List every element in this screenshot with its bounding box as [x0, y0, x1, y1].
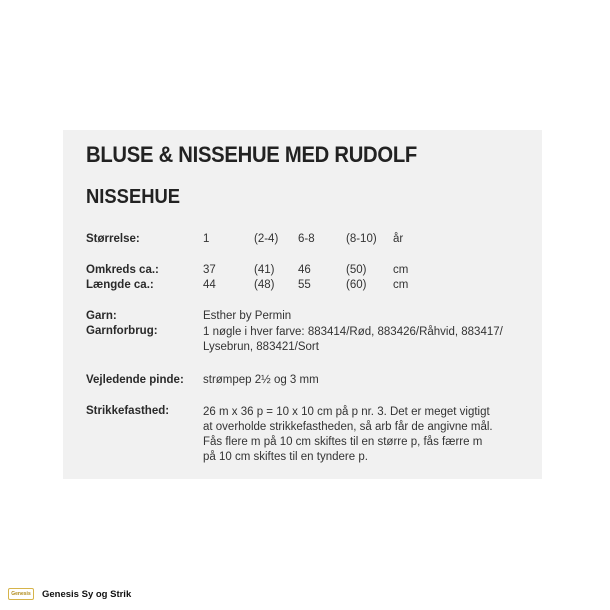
needles-label: Vejledende pinde: [86, 374, 184, 386]
sizes-label: Størrelse: [86, 233, 140, 245]
circumference-value: (50) [346, 264, 367, 276]
gauge-line: Fås flere m på 10 cm skiftes til en større p, fås færre m [203, 436, 483, 448]
size-value: 6-8 [298, 233, 315, 245]
length-unit: cm [393, 279, 409, 291]
gauge-line: 26 m x 36 p = 10 x 10 cm på p nr. 3. Det er meget vigtigt [203, 406, 490, 418]
yarn-usage-label: Garnforbrug: [86, 325, 158, 337]
length-label: Længde ca.: [86, 279, 154, 291]
circumference-value: 37 [203, 264, 216, 276]
size-value: (2-4) [254, 233, 279, 245]
footer-brand [8, 588, 131, 600]
gauge-text [203, 405, 493, 465]
length-value: (48) [254, 279, 275, 291]
circumference-value: 46 [298, 264, 311, 276]
yarn-usage-line: Lysebrun, 883421/Sort [203, 341, 319, 353]
size-value: (8-10) [346, 233, 377, 245]
size-value: 1 [203, 233, 210, 245]
pattern-subtitle: NISSEHUE [86, 186, 181, 208]
size-unit: år [393, 233, 404, 245]
gauge-line: på 10 cm skiftes til en tyndere p. [203, 451, 368, 463]
pattern-title: BLUSE & NISSEHUE MED RUDOLF [86, 142, 418, 167]
brand-logo: Genesis [8, 588, 34, 600]
gauge-label: Strikkefasthed: [86, 405, 170, 417]
length-value: 55 [298, 279, 311, 291]
yarn-value: Esther by Permin [203, 310, 292, 322]
brand-name: Genesis Sy og Strik [42, 588, 132, 600]
gauge-line: at overholde strikkefastheden, så arb får de angivne mål. [203, 421, 493, 433]
circumference-label: Omkreds ca.: [86, 264, 159, 276]
yarn-usage-text [203, 325, 503, 355]
yarn-usage-line: 1 nøgle i hver farve: 883414/Rød, 883426/Råhvid, 883417/ [203, 326, 503, 338]
circumference-unit: cm [393, 264, 409, 276]
length-value: (60) [346, 279, 367, 291]
needles-value: strømpep 2½ og 3 mm [203, 374, 319, 386]
length-value: 44 [203, 279, 216, 291]
circumference-value: (41) [254, 264, 275, 276]
yarn-label: Garn: [86, 310, 117, 322]
